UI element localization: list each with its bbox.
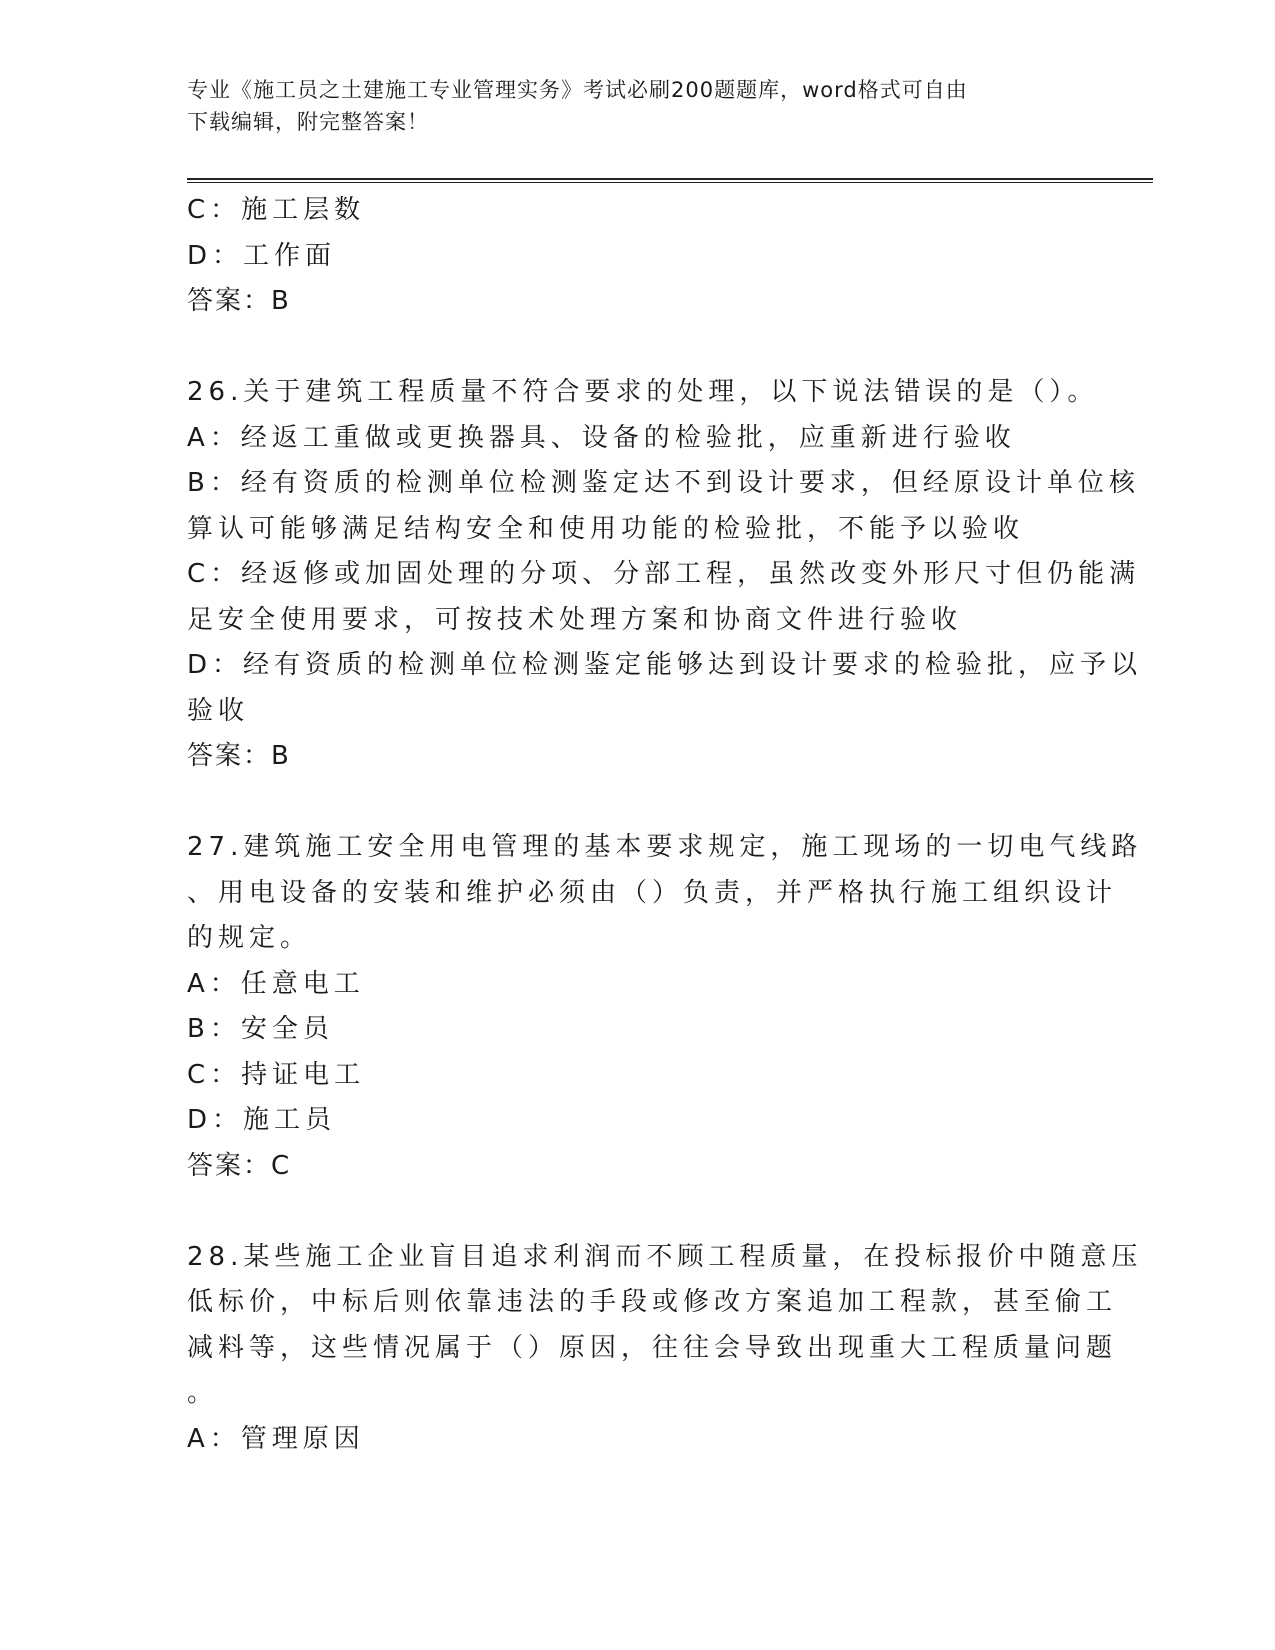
question-stem-continued: 、用电设备的安装和维护必须由（）负责，并严格执行施工组织设计 [187,877,1118,908]
option-d: D：经有资质的检测单位检测鉴定能够达到设计要求的检验批，应予以 [187,650,1143,680]
question-stem-continued: 。 [187,1378,219,1408]
spacer [187,780,1067,826]
option-a: A：经返工重做或更换器具、设备的检验批，应重新进行验收 [187,422,1016,453]
option-a: A：任意电工 [187,968,365,999]
question-25-tail [187,188,1067,325]
question-list [187,188,1143,1462]
option-c: C：施工层数 [187,195,366,225]
answer: 答案：B [187,286,291,316]
option-b: B：经有资质的检测单位检测鉴定达不到设计要求，但经原设计单位核 [187,468,1140,498]
answer: 答案：B [187,741,291,771]
option-c: C：持证电工 [187,1059,366,1090]
header-divider-thick [187,178,1153,180]
question-26 [187,370,1143,780]
question-28 [187,1235,1143,1463]
page-header [187,74,1067,138]
option-d-continued: 验收 [187,695,250,726]
option-a: A：管理原因 [187,1423,365,1454]
question-27 [187,825,1143,1189]
option-c-continued: 足安全使用要求，可按技术处理方案和协商文件进行验收 [187,604,963,635]
question-stem: 26.关于建筑工程质量不符合要求的处理，以下说法错误的是（）。 [187,377,1099,407]
question-stem-continued: 低标价，中标后则依靠违法的手段或修改方案追加工程款，甚至偷工 [187,1287,1118,1317]
spacer [187,325,1067,371]
option-d: D：工作面 [187,240,337,271]
option-b: B：安全员 [187,1014,334,1044]
answer: 答案：C [187,1150,292,1181]
question-stem-continued: 减料等，这些情况属于（）原因，往往会导致出现重大工程质量问题 [187,1332,1118,1363]
header-title-line-1: 专业《施工员之土建施工专业管理实务》考试必刷200题题库，word格式可自由 [187,78,968,102]
spacer [187,1189,1067,1235]
question-stem-continued: 的规定。 [187,923,312,953]
header-title-line-2: 下载编辑，附完整答案！ [187,110,429,134]
header-divider-thin [187,182,1153,183]
question-stem: 27.建筑施工安全用电管理的基本要求规定，施工现场的一切电气线路 [187,832,1143,862]
question-stem: 28.某些施工企业盲目追求利润而不顾工程质量，在投标报价中随意压 [187,1241,1143,1272]
option-c: C：经返修或加固处理的分项、分部工程，虽然改变外形尺寸但仍能满 [187,559,1141,589]
option-b-continued: 算认可能够满足结构安全和使用功能的检验批，不能予以验收 [187,513,1025,544]
option-d: D：施工员 [187,1105,337,1135]
